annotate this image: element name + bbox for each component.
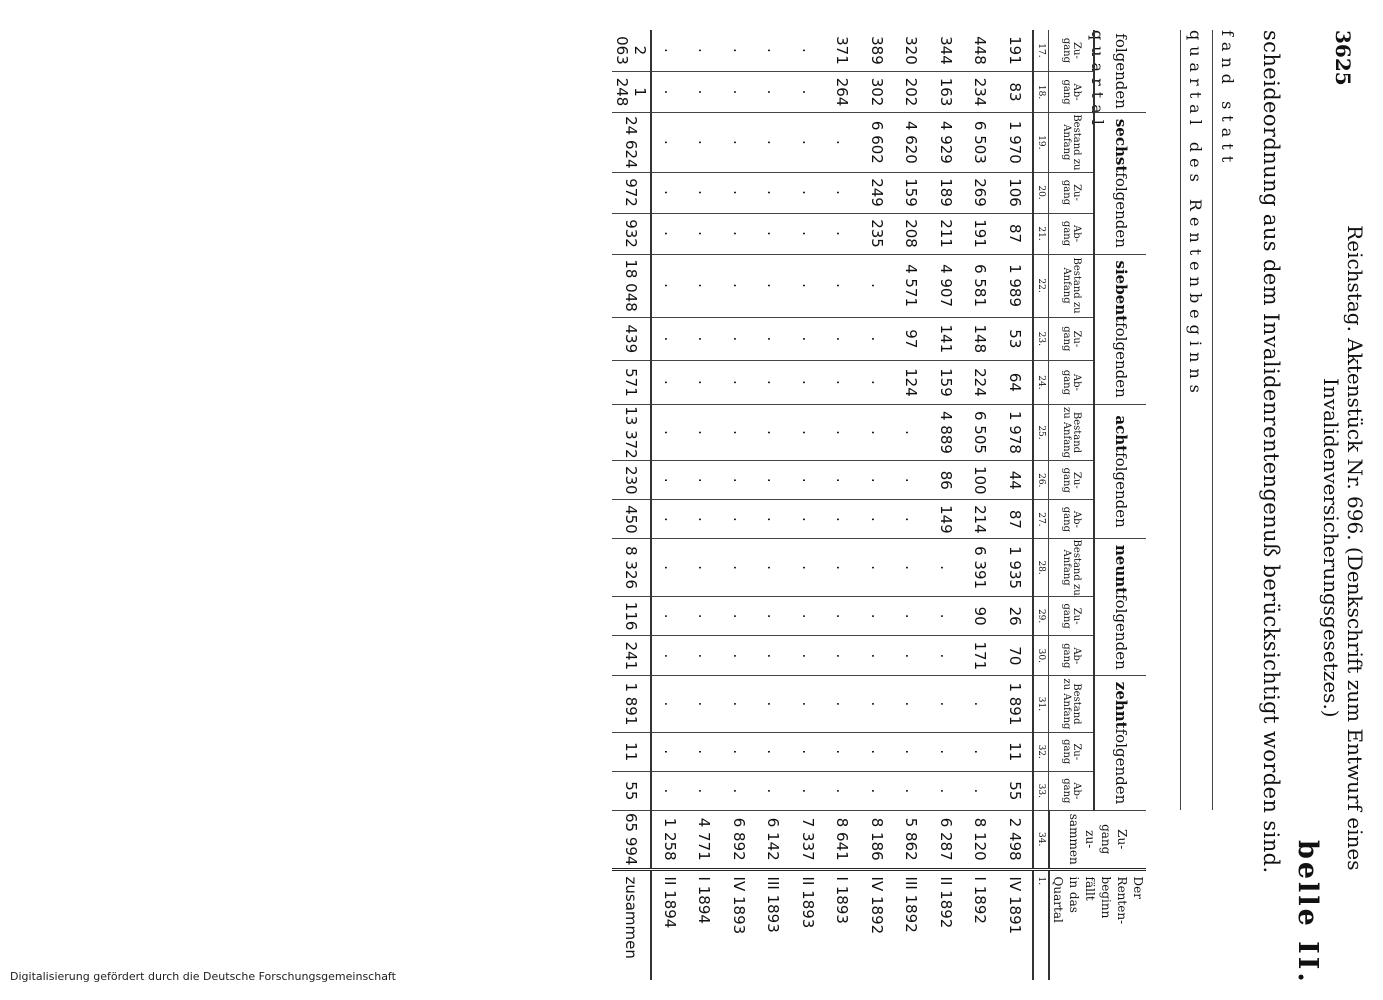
table-cell: 26 [998,596,1034,636]
group-header: neuntfolgenden [1094,539,1146,676]
table-cell: . [722,172,757,213]
table-cell: 4 907 [929,254,964,317]
table-cell: . [687,172,722,213]
table-cell: . [722,71,757,112]
quartal-cell: I 1893 [833,876,852,924]
total-cell: 24 624 [613,113,652,172]
table-cell: 124 [894,361,929,405]
table-cell: 148 [963,317,998,361]
table-cell: 6 581 [963,254,998,317]
table-cell: 163 [929,71,964,112]
table-cell: 4 771 [687,810,722,869]
table-row [894,30,929,980]
abgang-subheader: Ab- gang [1049,71,1094,112]
table-cell: . [652,30,688,71]
table-cell: 189 [929,172,964,213]
column-number: 20. [1033,172,1049,213]
table-cell: . [791,361,826,405]
table-cell: . [860,596,895,636]
table-cell: 4 929 [929,113,964,172]
table-cell: . [652,500,688,539]
table-cell: . [894,732,929,771]
table-cell: . [791,404,826,460]
quartal-cell: IV 1891 [1005,876,1024,935]
table-cell: 90 [963,596,998,636]
table-cell: . [687,636,722,676]
table-cell: . [929,636,964,676]
column-number-row [1033,30,1049,980]
column-number: 27. [1033,500,1049,539]
table-cell: 1 891 [998,676,1034,732]
table-cell: . [652,361,688,405]
table-cell: . [825,539,860,596]
column-number: 17. [1033,30,1049,71]
table-cell: . [825,596,860,636]
table-cell: . [791,213,826,254]
table-cell: . [894,771,929,810]
total-cell: 65 994 [613,810,652,869]
table-cell: . [687,113,722,172]
table-cell: . [860,500,895,539]
table-cell: 106 [998,172,1034,213]
footer-text: Digitalisierung gefördert durch die Deutsche Forschungsgemeinschaft [10,970,396,983]
table-cell: 269 [963,172,998,213]
table-cell: . [652,771,688,810]
table-row [860,30,895,980]
table-cell: 44 [998,461,1034,500]
table-cell: . [652,404,688,460]
table-caption: scheideordnung aus dem Invalidenrentengenuß berücksichtigt worden sind. [1259,30,1283,874]
total-cell: 18 048 [613,254,652,317]
table-row [963,30,998,980]
table-cell: 6 142 [756,810,791,869]
table-cell: . [791,676,826,732]
table-cell: . [756,596,791,636]
running-header [1319,30,1367,980]
data-table [613,30,1147,980]
table-cell: 55 [998,771,1034,810]
table-cell: 97 [894,317,929,361]
table-cell: . [860,539,895,596]
bestand-subheader: Bestand zu Anfang [1049,254,1094,317]
table-row [825,30,860,980]
zugang-zusammen-header: Zu- gang zu- sammen [1049,810,1146,869]
table-cell: . [791,636,826,676]
table-cell: 6 892 [722,810,757,869]
quartal-cell: III 1892 [902,876,921,933]
zugang-subheader: Zu- gang [1049,317,1094,361]
column-number: 22. [1033,254,1049,317]
table-cell: . [722,213,757,254]
table-cell: . [687,317,722,361]
column-number: 21. [1033,213,1049,254]
table-cell: . [894,636,929,676]
column-number: 34. [1033,810,1049,869]
table-cell: . [756,676,791,732]
table-cell: 100 [963,461,998,500]
table-cell: 249 [860,172,895,213]
table-cell: 87 [998,213,1034,254]
table-cell: 224 [963,361,998,405]
table-cell: . [894,461,929,500]
table-cell: . [825,771,860,810]
banner-row-2: quartal des Rentenbeginns [1180,30,1211,810]
table-cell: . [687,361,722,405]
table-cell: . [652,71,688,112]
zugang-subheader: Zu- gang [1049,596,1094,636]
page-number: 3625 [1331,30,1355,86]
table-cell: . [722,461,757,500]
table-cell: . [652,213,688,254]
table-cell: . [894,676,929,732]
column-number: 30. [1033,636,1049,676]
table-cell: . [791,71,826,112]
total-cell: 241 [613,636,652,676]
table-cell: 8 120 [963,810,998,869]
table-row [652,30,688,980]
table-cell: 6 391 [963,539,998,596]
zugang-subheader: Zu- gang [1049,30,1094,71]
table-cell: . [963,771,998,810]
table-cell: . [860,361,895,405]
table-cell: . [652,113,688,172]
quartal-cell: II 1894 [660,876,679,929]
zugang-subheader: Zu- gang [1049,732,1094,771]
table-cell: 159 [894,172,929,213]
total-cell: 2 063 [613,30,652,71]
table-cell: . [963,676,998,732]
column-number: 19. [1033,113,1049,172]
table-cell: . [722,636,757,676]
table-cell: 1 258 [652,810,688,869]
bestand-subheader: Bestand zu Anfang [1049,676,1094,732]
banner-row-1: fand statt [1212,30,1243,810]
table-cell: . [722,254,757,317]
total-cell: 13 372 [613,404,652,460]
table-cell: . [825,213,860,254]
table-cell: 2 498 [998,810,1034,869]
table-cell: . [722,404,757,460]
table-cell: . [756,30,791,71]
quartal-cell: II 1893 [798,876,817,929]
table-cell: . [722,771,757,810]
table-row [929,30,964,980]
table-cell: . [791,461,826,500]
table-cell: 264 [825,71,860,112]
total-cell: 972 [613,172,652,213]
table-cell: . [722,317,757,361]
group-header-row [1094,30,1146,980]
table-cell: 53 [998,317,1034,361]
table-cell: . [652,172,688,213]
abgang-subheader: Ab- gang [1049,361,1094,405]
table-cell: 83 [998,71,1034,112]
table-cell: . [791,771,826,810]
table-cell: . [652,596,688,636]
digitization-footer [0,970,1383,983]
table-cell: . [652,636,688,676]
table-cell: . [756,732,791,771]
table-cell: . [756,404,791,460]
table-cell: 4 889 [929,404,964,460]
group-header: sechstfolgenden [1094,113,1146,254]
table-cell: . [825,676,860,732]
table-cell: . [929,596,964,636]
table-cell: 87 [998,500,1034,539]
table-cell: . [860,254,895,317]
table-cell: . [756,771,791,810]
table-cell: . [929,539,964,596]
table-cell: 86 [929,461,964,500]
column-number: 32. [1033,732,1049,771]
table-cell: . [687,539,722,596]
abgang-subheader: Ab- gang [1049,636,1094,676]
zugang-subheader: Zu- gang [1049,461,1094,500]
table-cell: . [791,539,826,596]
abgang-subheader: Ab- gang [1049,213,1094,254]
table-cell: 208 [894,213,929,254]
table-cell: 6 602 [860,113,895,172]
quartal-cell: I 1894 [695,876,714,924]
table-cell: . [722,732,757,771]
table-cell: 389 [860,30,895,71]
table-cell: . [860,676,895,732]
table-cell: . [929,771,964,810]
table-cell: . [652,461,688,500]
table-cell: . [756,213,791,254]
quartal-cell: IV 1893 [729,876,748,935]
table-cell: . [963,732,998,771]
table-cell: . [929,732,964,771]
table-cell: . [722,596,757,636]
table-cell: . [929,676,964,732]
table-cell: 6 287 [929,810,964,869]
table-cell: . [756,461,791,500]
table-cell: 171 [963,636,998,676]
banner-row-3: quartal [1088,30,1108,131]
table-cell: 159 [929,361,964,405]
table-cell: . [825,172,860,213]
table-cell: . [652,254,688,317]
table-cell: . [791,732,826,771]
table-row [722,30,757,980]
abgang-subheader: Ab- gang [1049,500,1094,539]
table-cell: . [894,500,929,539]
column-number: 29. [1033,596,1049,636]
total-cell: 1 248 [613,71,652,112]
table-cell: . [756,113,791,172]
table-cell: . [825,404,860,460]
table-cell: . [687,71,722,112]
quartal-cell: IV 1892 [867,876,886,935]
table-cell: . [687,676,722,732]
table-cell: . [825,113,860,172]
table-cell: 141 [929,317,964,361]
table-cell: 4 620 [894,113,929,172]
table-cell: . [687,30,722,71]
table-cell: 191 [963,213,998,254]
table-cell: . [791,172,826,213]
table-row [756,30,791,980]
total-cell: 116 [613,596,652,636]
table-cell: 1 978 [998,404,1034,460]
abgang-subheader: Ab- gang [1049,771,1094,810]
column-number: 23. [1033,317,1049,361]
table-cell: 214 [963,500,998,539]
table-cell: 6 503 [963,113,998,172]
table-cell: . [722,113,757,172]
group-header: siebentfolgenden [1094,254,1146,404]
table-cell: . [894,404,929,460]
table-cell: . [791,30,826,71]
table-cell: . [652,317,688,361]
table-cell: 1 935 [998,539,1034,596]
table-title: belle II. [1292,840,1323,985]
column-number: 28. [1033,539,1049,596]
table-cell: 7 337 [791,810,826,869]
column-number: 24. [1033,361,1049,405]
table-row [791,30,826,980]
table-cell: . [687,254,722,317]
table-cell: 320 [894,30,929,71]
table-cell: . [687,596,722,636]
table-cell: 1 970 [998,113,1034,172]
column-number: 26. [1033,461,1049,500]
table-cell: 302 [860,71,895,112]
zugang-subheader: Zu- gang [1049,172,1094,213]
table-cell: . [687,500,722,539]
table-cell: . [756,317,791,361]
table-cell: . [722,500,757,539]
table-cell: . [825,636,860,676]
table-cell: . [722,676,757,732]
table-cell: 149 [929,500,964,539]
column-number: 31. [1033,676,1049,732]
total-cell: 230 [613,461,652,500]
table-cell: 6 505 [963,404,998,460]
table-cell: 64 [998,361,1034,405]
table-cell: . [825,732,860,771]
bestand-subheader: Bestand zu Anfang [1049,113,1094,172]
table-row [687,30,722,980]
column-number: 25. [1033,404,1049,460]
table-cell: . [825,361,860,405]
table-cell: . [791,500,826,539]
table-cell: . [722,361,757,405]
quartal-cell: III 1893 [764,876,783,933]
table-cell: 1 989 [998,254,1034,317]
table-body [613,30,1034,980]
table-cell: . [791,317,826,361]
table-cell: 235 [860,213,895,254]
table-cell: 8 186 [860,810,895,869]
table-cell: . [687,404,722,460]
table-cell: . [756,254,791,317]
quartal-header: Der Renten- beginn fällt in das Quartal [1049,869,1146,980]
table-cell: 5 862 [894,810,929,869]
table-cell: 371 [825,30,860,71]
total-cell: 1 891 [613,676,652,732]
quartal-cell: II 1892 [936,876,955,929]
bestand-subheader: Bestand zu Anfang [1049,539,1094,596]
table-cell: . [652,539,688,596]
column-number: 18. [1033,71,1049,112]
table-cell: . [756,361,791,405]
table-cell: . [860,317,895,361]
table-cell: . [756,71,791,112]
table-cell: . [860,404,895,460]
column-number: 33. [1033,771,1049,810]
table-cell: . [791,113,826,172]
table-cell: . [756,539,791,596]
table-row [998,30,1034,980]
table-cell: . [860,771,895,810]
table-cell: . [687,732,722,771]
total-cell: 439 [613,317,652,361]
table-cell: . [791,596,826,636]
total-cell: 8 326 [613,539,652,596]
table-cell: 202 [894,71,929,112]
table-cell: . [825,461,860,500]
table-cell: . [860,732,895,771]
group-header: zehntfolgenden [1094,676,1146,811]
total-cell: 571 [613,361,652,405]
table-cell: 191 [998,30,1034,71]
table-cell: . [652,676,688,732]
table-cell: 448 [963,30,998,71]
table-cell: . [687,213,722,254]
table-cell: . [825,500,860,539]
total-cell: 450 [613,500,652,539]
table-cell: 8 641 [825,810,860,869]
table-cell: 11 [998,732,1034,771]
table-cell: . [756,500,791,539]
group-header: folgenden [1094,30,1146,113]
table-cell: . [756,636,791,676]
table-cell: . [756,172,791,213]
table-cell: . [894,539,929,596]
bestand-subheader: Bestand zu Anfang [1049,404,1094,460]
table-cell: . [825,317,860,361]
total-row [613,30,652,980]
column-number: 1. [1033,869,1049,980]
table-cell: . [860,461,895,500]
header-title: Reichstag. Aktenstück Nr. 696. (Denkschrift zum Entwurf eines Invalidenversicherungsgesetzes.) [1319,225,1367,871]
table-cell: . [687,461,722,500]
table-cell: . [791,254,826,317]
table-cell: . [825,254,860,317]
table-cell: . [722,539,757,596]
total-cell: 932 [613,213,652,254]
table-cell: . [722,30,757,71]
table-cell: . [652,732,688,771]
table-cell: 70 [998,636,1034,676]
table-cell: 234 [963,71,998,112]
table-cell: . [894,596,929,636]
quartal-cell: I 1892 [971,876,990,924]
group-header: achtfolgenden [1094,404,1146,539]
table-cell: . [860,636,895,676]
total-label: zusammen [613,869,652,980]
total-cell: 11 [613,732,652,771]
table-cell: 211 [929,213,964,254]
table-cell: . [687,771,722,810]
total-cell: 55 [613,771,652,810]
table-cell: 4 571 [894,254,929,317]
table-cell: 344 [929,30,964,71]
